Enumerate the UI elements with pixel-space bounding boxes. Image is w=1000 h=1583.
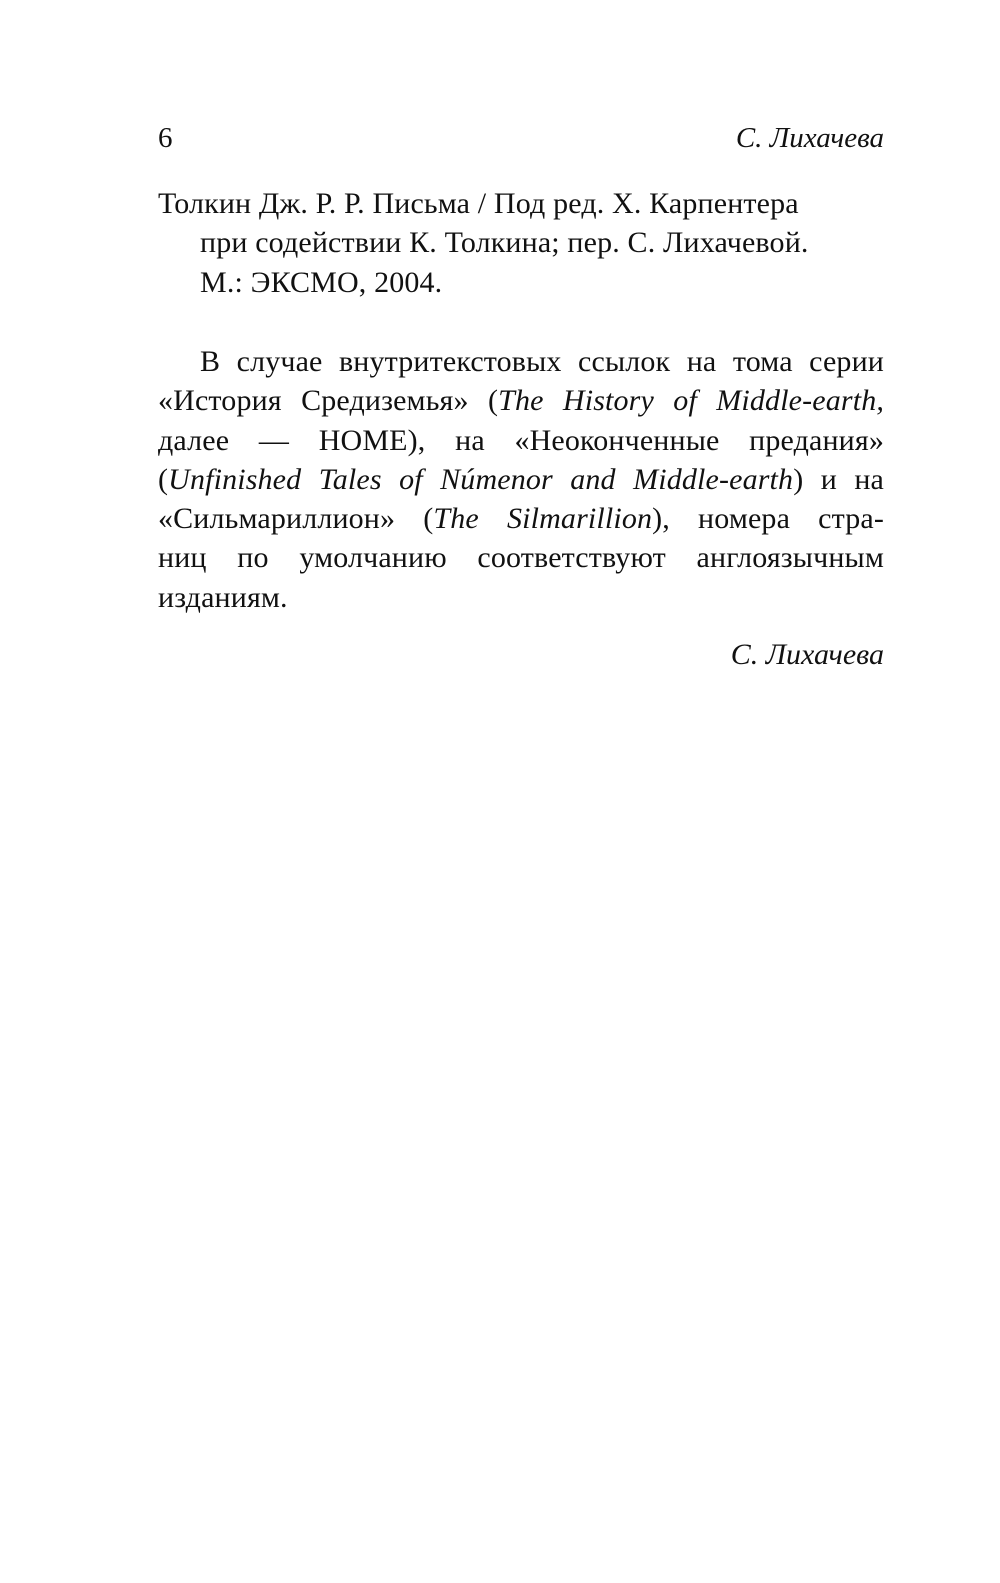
- note-title-italic: Unfinished Tales of Númenor and Middle-earth: [168, 462, 794, 496]
- note-line: [158, 342, 884, 381]
- signature: С. Лихачева: [730, 638, 884, 671]
- note-line: [158, 499, 884, 538]
- note-text: изданиям.: [158, 580, 288, 614]
- note-text: ), номера стра-: [652, 502, 884, 536]
- running-head: [158, 118, 884, 158]
- note-text: ) и на: [793, 462, 884, 496]
- note-text: «Сильмариллион» (: [158, 502, 434, 536]
- note-line: [158, 421, 884, 460]
- page-number: 6: [158, 122, 173, 154]
- note-line: [158, 578, 884, 617]
- note-text: «История Средиземья» (: [158, 384, 499, 418]
- note-title-italic: The History of Middle-earth,: [498, 384, 885, 418]
- bibliography-line: М.: ЭКСМО, 2004.: [200, 265, 443, 299]
- note-text: ниц по умолчанию соответствуют англоязычным: [158, 541, 884, 575]
- note-line: [158, 460, 884, 499]
- note-text: (: [158, 462, 169, 496]
- bibliography-line: при содействии К. Толкина; пер. С. Лихачевой.: [200, 226, 809, 260]
- translator-note: [158, 342, 884, 617]
- note-line: [158, 381, 884, 420]
- bibliography-line: Толкин Дж. Р. Р. Письма / Под ред. Х. Карпентера: [158, 187, 799, 220]
- note-title-italic: The Silmarillion: [433, 502, 653, 536]
- note-text: далее — HOME), на «Неоконченные предания»: [158, 423, 884, 457]
- note-text: В случае внутритекстовых ссылок на тома серии: [200, 345, 884, 378]
- running-head-author: С. Лихачева: [735, 122, 884, 154]
- note-line: [158, 538, 884, 577]
- bibliography-entry: [158, 184, 884, 302]
